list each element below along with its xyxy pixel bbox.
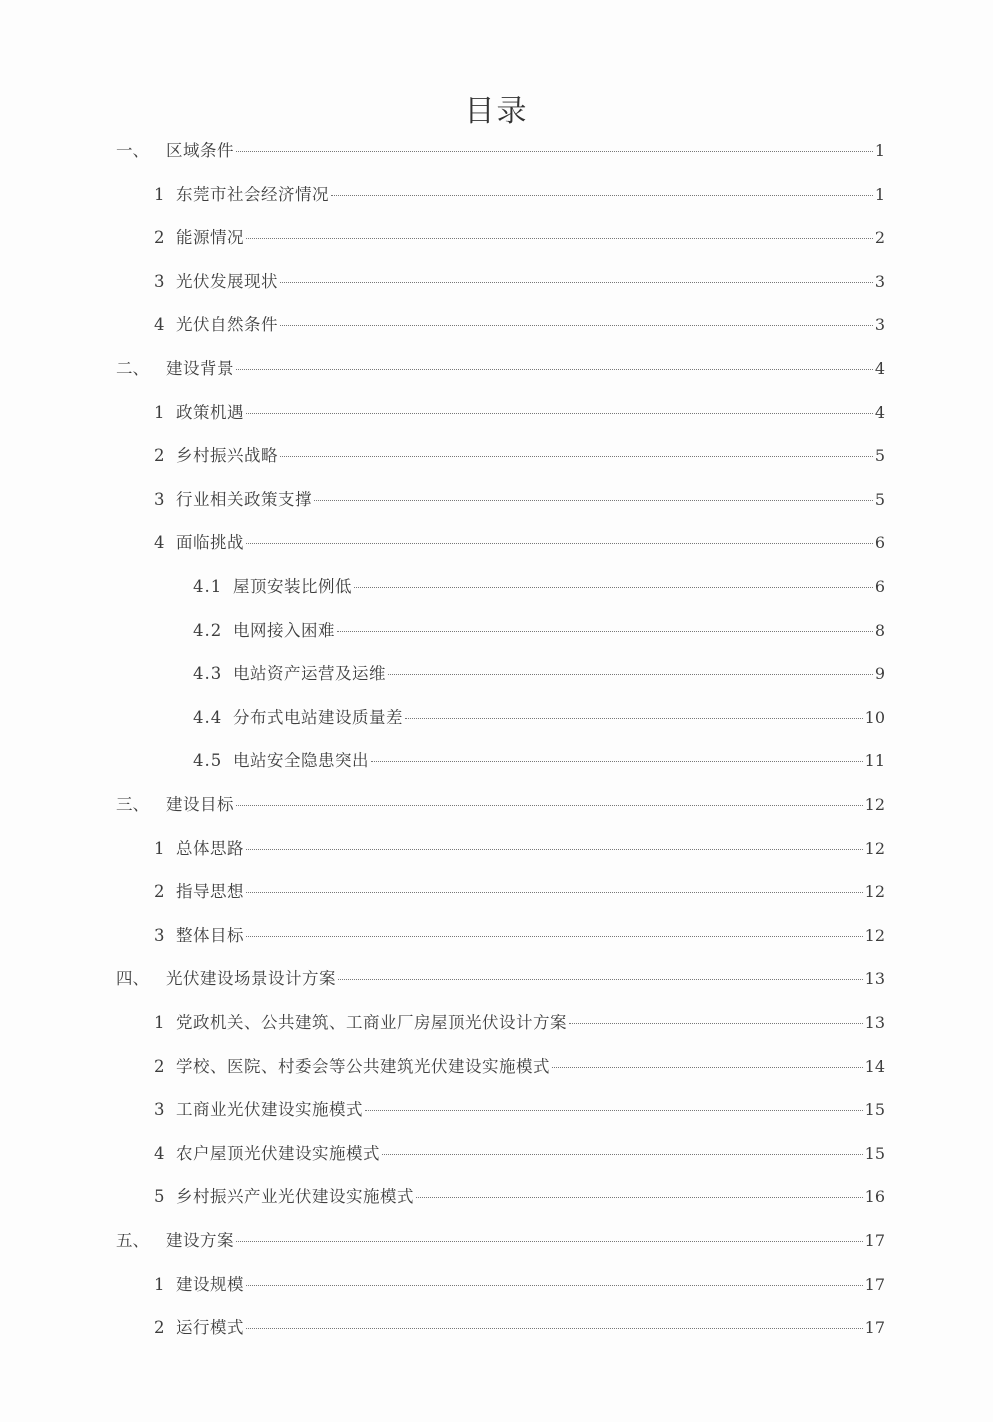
- toc-entry[interactable]: [154, 1140, 885, 1170]
- toc-entry[interactable]: [154, 311, 885, 341]
- toc-entry-title: 建设规模: [176, 1274, 244, 1294]
- toc-entry-title: 行业相关政策支撑: [176, 489, 312, 509]
- toc-entry-number: 2: [154, 446, 165, 466]
- toc-entry-number: 4.2: [193, 620, 223, 640]
- toc-entry-number: 1: [154, 838, 165, 858]
- toc-entry-title: 电站安全隐患突出: [233, 751, 369, 771]
- toc-entry-title: 区域条件: [166, 141, 234, 160]
- toc-entry-title: 建设目标: [166, 795, 234, 814]
- toc-entry-title: 乡村振兴产业光伏建设实施模式: [176, 1187, 414, 1207]
- toc-entry[interactable]: [154, 878, 885, 908]
- toc-entry-number: 4: [154, 533, 165, 553]
- toc-entry-title: 电网接入困难: [233, 620, 335, 640]
- toc-dot-leader: [246, 413, 873, 414]
- toc-entry-page-number: 3: [874, 271, 885, 291]
- toc-entry[interactable]: [193, 617, 885, 647]
- toc-dot-leader: [569, 1023, 863, 1024]
- toc-entry-title: 整体目标: [176, 925, 244, 945]
- toc-entry-number: 五、: [116, 1231, 149, 1250]
- toc-entry-title: 乡村振兴战略: [176, 446, 278, 466]
- toc-entry[interactable]: [154, 1009, 885, 1039]
- toc-entry-number: 1: [154, 1013, 165, 1032]
- toc-dot-leader: [246, 936, 863, 937]
- toc-entry-page-number: 1: [874, 141, 885, 160]
- toc-dot-leader: [246, 849, 863, 850]
- toc-entry-page-number: 15: [864, 1100, 885, 1120]
- toc-dot-leader: [338, 979, 863, 980]
- toc-dot-leader: [246, 1328, 863, 1329]
- toc-dot-leader: [365, 1110, 863, 1111]
- toc-entry-page-number: 13: [864, 969, 885, 989]
- toc-entry-title: 建设背景: [166, 359, 234, 378]
- toc-entry[interactable]: [193, 573, 885, 603]
- toc-entry-page-number: 1: [874, 184, 885, 204]
- toc-entry[interactable]: [154, 1314, 885, 1344]
- toc-dot-leader: [246, 1285, 863, 1286]
- toc-entry-title: 电站资产运营及运维: [233, 664, 386, 684]
- toc-title: 目录: [464, 94, 529, 129]
- toc-entry-page-number: 10: [864, 707, 885, 727]
- toc-dot-leader: [382, 1154, 863, 1155]
- toc-entry[interactable]: [193, 747, 885, 777]
- toc-entry[interactable]: [154, 1183, 885, 1213]
- toc-dot-leader: [337, 631, 873, 632]
- toc-entry-title: 东莞市社会经济情况: [176, 184, 329, 204]
- toc-entry-title: 工商业光伏建设实施模式: [176, 1100, 363, 1120]
- toc-dot-leader: [416, 1197, 863, 1198]
- toc-entry[interactable]: [154, 268, 885, 298]
- toc-entry-page-number: 6: [874, 577, 885, 596]
- toc-entry[interactable]: [154, 1053, 885, 1083]
- toc-entry-number: 四、: [116, 969, 149, 989]
- toc-dot-leader: [236, 369, 873, 370]
- toc-entry[interactable]: [154, 224, 885, 254]
- toc-dot-leader: [405, 718, 863, 719]
- toc-entry-number: 1: [154, 402, 165, 422]
- toc-entry-number: 4.1: [193, 577, 223, 596]
- toc-entry-page-number: 17: [864, 1231, 885, 1250]
- toc-entry-page-number: 12: [864, 795, 885, 814]
- toc-dot-leader: [552, 1067, 863, 1068]
- toc-entry-title: 指导思想: [176, 882, 244, 902]
- toc-entry-page-number: 6: [874, 533, 885, 553]
- toc-entry-page-number: 3: [874, 315, 885, 335]
- toc-entry-page-number: 17: [864, 1274, 885, 1294]
- toc-entry-number: 三、: [116, 795, 149, 814]
- toc-entry-page-number: 4: [874, 402, 885, 422]
- toc-entry-page-number: 2: [874, 228, 885, 248]
- toc-entry[interactable]: [193, 660, 885, 690]
- toc-entry-page-number: 12: [864, 838, 885, 858]
- toc-entry[interactable]: [154, 1096, 885, 1126]
- toc-entry-number: 4.4: [193, 707, 223, 727]
- toc-entry[interactable]: [116, 1227, 885, 1257]
- toc-dot-leader: [246, 238, 873, 239]
- toc-entry[interactable]: [116, 791, 885, 821]
- toc-entry[interactable]: [154, 486, 885, 516]
- toc-entry-page-number: 9: [874, 664, 885, 684]
- toc-entry-title: 学校、医院、村委会等公共建筑光伏建设实施模式: [176, 1056, 550, 1076]
- toc-entry-page-number: 14: [864, 1056, 885, 1076]
- toc-entry-number: 2: [154, 1056, 165, 1076]
- toc-entry-page-number: 4: [874, 359, 885, 378]
- toc-entry-number: 2: [154, 1318, 165, 1338]
- toc-dot-leader: [331, 195, 873, 196]
- toc-dot-leader: [236, 805, 863, 806]
- toc-entry-number: 4: [154, 1143, 165, 1163]
- toc-entry-number: 二、: [116, 359, 149, 378]
- toc-entry-number: 2: [154, 228, 165, 248]
- toc-entry-number: 2: [154, 882, 165, 902]
- toc-entry-page-number: 12: [864, 882, 885, 902]
- toc-entry-number: 4.5: [193, 751, 223, 771]
- toc-entry[interactable]: [154, 922, 885, 952]
- toc-entry-page-number: 13: [864, 1013, 885, 1032]
- toc-entry-number: 1: [154, 184, 165, 204]
- toc-entry-page-number: 5: [874, 446, 885, 466]
- toc-entry-title: 运行模式: [176, 1318, 244, 1338]
- toc-entry-number: 4.3: [193, 664, 223, 684]
- toc-dot-leader: [246, 543, 873, 544]
- toc-dot-leader: [246, 892, 863, 893]
- toc-entry-title: 光伏建设场景设计方案: [166, 969, 336, 989]
- toc-entry-number: 3: [154, 1100, 165, 1120]
- toc-entry[interactable]: [154, 399, 885, 429]
- toc-dot-leader: [371, 761, 863, 762]
- toc-entry-title: 分布式电站建设质量差: [233, 707, 403, 727]
- toc-entry-title: 光伏发展现状: [176, 271, 278, 291]
- toc-entry-title: 屋顶安装比例低: [233, 577, 352, 596]
- toc-entry[interactable]: [116, 355, 885, 385]
- toc-entry-number: 5: [154, 1187, 165, 1207]
- toc-entry-number: 4: [154, 315, 165, 335]
- toc-entry-number: 1: [154, 1274, 165, 1294]
- toc-entry-title: 光伏自然条件: [176, 315, 278, 335]
- toc-entry-title: 党政机关、公共建筑、工商业厂房屋顶光伏设计方案: [176, 1013, 567, 1032]
- toc-entry[interactable]: [154, 442, 885, 472]
- toc-entry-page-number: 12: [864, 925, 885, 945]
- toc-entry-number: 3: [154, 271, 165, 291]
- toc-entry-title: 总体思路: [176, 838, 244, 858]
- toc-entry-page-number: 11: [864, 751, 885, 771]
- toc-entry-number: 一、: [116, 141, 149, 160]
- toc-dot-leader: [280, 325, 873, 326]
- toc-entry-page-number: 15: [864, 1143, 885, 1163]
- toc-entry-title: 能源情况: [176, 228, 244, 248]
- toc-entry-number: 3: [154, 925, 165, 945]
- toc-entry-title: 面临挑战: [176, 533, 244, 553]
- toc-entry-title: 农户屋顶光伏建设实施模式: [176, 1143, 380, 1163]
- toc-entry-page-number: 5: [874, 489, 885, 509]
- toc-dot-leader: [314, 500, 873, 501]
- toc-dot-leader: [236, 1241, 863, 1242]
- toc-entry[interactable]: [154, 529, 885, 559]
- toc-entry-number: 3: [154, 489, 165, 509]
- toc-entry[interactable]: [116, 965, 885, 995]
- toc-entry[interactable]: [154, 181, 885, 211]
- toc-entry-title: 政策机遇: [176, 402, 244, 422]
- toc-entry[interactable]: [116, 137, 885, 167]
- toc-entry[interactable]: [154, 835, 885, 865]
- toc-entry-page-number: 17: [864, 1318, 885, 1338]
- toc-dot-leader: [354, 587, 873, 588]
- toc-dot-leader: [280, 456, 873, 457]
- toc-entry[interactable]: [193, 704, 885, 734]
- toc-entry-title: 建设方案: [166, 1231, 234, 1250]
- toc-dot-leader: [280, 282, 873, 283]
- toc-dot-leader: [236, 151, 873, 152]
- toc-entry-page-number: 8: [874, 620, 885, 640]
- toc-entry[interactable]: [154, 1271, 885, 1301]
- toc-dot-leader: [388, 674, 873, 675]
- toc-entry-page-number: 16: [864, 1187, 885, 1207]
